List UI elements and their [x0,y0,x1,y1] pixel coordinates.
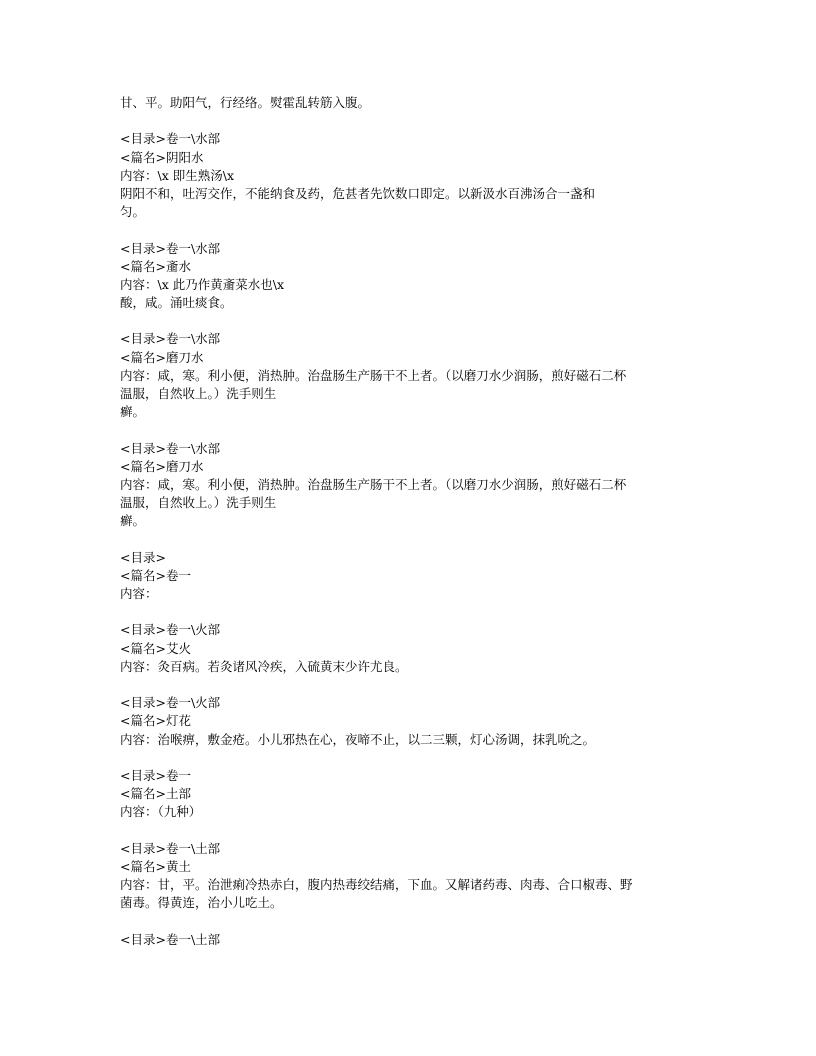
text-line: <目录>卷一\火部 [120,622,221,638]
text-line: 内容：治喉痹，敷金疮。小儿邪热在心，夜啼不止，以二三颗，灯心汤调，抹乳吮之。 [120,731,596,747]
text-line: 内容：咸，寒。利小便，消热肿。治盘肠生产肠干不上者。（以磨刀水少润肠，煎好磁石二杯 [120,476,627,492]
text-line: <目录>卷一\水部 [120,440,221,456]
text-line: <目录>卷一\水部 [120,331,221,347]
blank-line [120,676,720,694]
text-line: 内容：灸百病。若灸诸风冷疾，入硫黄末少许尤良。 [120,658,408,674]
text-line: 癣。 [120,404,146,420]
text-line: <篇名>土部 [120,786,191,802]
text-line: <篇名>阴阳水 [120,149,204,165]
text-line: <目录>卷一\火部 [120,695,221,711]
text-line: 内容： [120,586,158,602]
text-line: <目录>卷一 [120,767,191,783]
blank-line [120,421,720,439]
text-line: 菌毒。得黄连，治小儿吃土。 [120,895,283,911]
blank-line [120,822,720,840]
text-line: <篇名>卷一 [120,567,191,583]
blank-line [120,531,720,549]
text-line: 甘、平。助阳气，行经络。熨霍乱转筋入腹。 [120,95,371,110]
text-line: 温服，自然收上。）洗手则生 [120,386,277,401]
text-line: 内容：咸，寒。利小便，消热肿。治盘肠生产肠干不上者。（以磨刀水少润肠，煎好磁石二杯 [120,367,627,383]
document-page [120,94,720,949]
text-line: <篇名>黄土 [120,858,191,874]
text-line: <篇名>灯花 [120,713,191,729]
text-line: 酸，咸。涌吐痰食。 [120,295,233,311]
blank-line [120,603,720,621]
blank-line [120,912,720,930]
text-line: 匀。 [120,204,146,220]
text-line: <目录>卷一\土部 [120,840,221,856]
text-line: 内容：甘，平。治泄痢冷热赤白，腹内热毒绞结痛，下血。又解诸药毒、肉毒、合口椒毒、野 [120,877,633,893]
text-line: <篇名>齑水 [120,258,191,274]
text-line: 癣。 [120,513,146,529]
text-line: 内容：（九种） [120,804,202,820]
text-line: <目录> [120,549,166,565]
blank-line [120,312,720,330]
text-line: <目录>卷一\土部 [120,931,221,947]
blank-line [120,749,720,767]
text-line: <篇名>艾火 [120,640,191,656]
blank-line [120,221,720,239]
text-line: 温服，自然收上。）洗手则生 [120,495,277,511]
text-line: <目录>卷一\水部 [120,240,221,256]
text-line: 内容：\x 此乃作黄齑菜水也\x [120,276,284,292]
text-line: 内容：\x 即生熟汤\x [120,167,234,183]
text-line: <篇名>磨刀水 [120,458,204,474]
blank-line [120,112,720,130]
text-line: <篇名>磨刀水 [120,349,204,365]
text-line: <目录>卷一\水部 [120,131,221,147]
text-line: 阴阳不和，吐泻交作，不能纳食及药，危甚者先饮数口即定。以新汲水百沸汤合一盏和 [120,185,596,201]
